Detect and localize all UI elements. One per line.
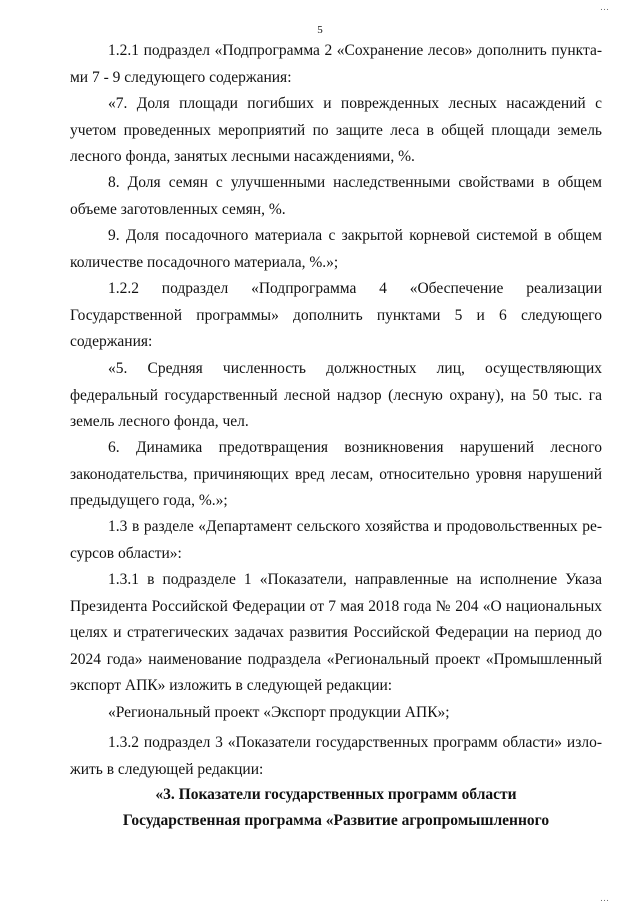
paragraph-regional-project: «Региональный проект «Экспорт продукции АПК»; <box>108 704 450 721</box>
paragraph-1-3-2: 1.3.2 подраздел 3 «Показатели государственных программ области» изложить в следующей редакции: <box>70 734 602 778</box>
program-heading: Государственная программа «Развитие агропромышленного <box>122 812 550 829</box>
paragraph-item-5: «5. Средняя численность должностных лиц, осуществляющих федеральный государственный лесной надзор (лесную охрану), на 50 тыс. га земель лесного фонда, чел. <box>70 360 602 430</box>
paragraph-1-2-2: 1.2.2 подраздел «Подпрограмма 4 «Обеспечение реализации Государственной программы» дополнить пунктами 5 и 6 следующего содержания: <box>70 280 602 350</box>
page-number: 5 <box>317 24 323 36</box>
scan-mark: … <box>600 2 609 12</box>
paragraph-1-2-1: 1.2.1 подраздел «Подпрограмма 2 «Сохранение лесов» дополнить пунктами 7 - 9 следующего содержания: <box>70 42 602 86</box>
paragraph-item-6: 6. Динамика предотвращения возникновения нарушений лесного законодательства, причиняющих вред лесам, относительно уровня нарушений предыдущего года, %.»; <box>70 439 602 509</box>
section-heading: «3. Показатели государственных программ области <box>155 786 517 803</box>
scan-mark: … <box>600 893 609 903</box>
paragraph-1-3-1: 1.3.1 в подразделе 1 «Показатели, направленные на исполнение Указа Президента Российской Федерации от 7 мая 2018 года № 204 «О национальных целях и стратегических задачах развития Российской Федерации на период до 2024 года» наименование подраздела «Региональный проект «Промышленный экспорт АПК» изложить в следующей редакции: <box>70 571 602 694</box>
paragraph-item-9: 9. Доля посадочного материала с закрытой корневой системой в общем количестве посадочного материала, %.»; <box>70 227 602 271</box>
paragraph-item-8: 8. Доля семян с улучшенными наследственными свойствами в общем объеме заготовленных семян, %. <box>70 174 602 218</box>
paragraph-1-3: 1.3 в разделе «Департамент сельского хозяйства и продовольственных ресурсов области»: <box>70 518 602 562</box>
paragraph-item-7: «7. Доля площади погибших и поврежденных лесных насаждений с учетом проведенных мероприятий по защите леса в общей площади земель лесного фонда, занятых лесными насаждениями, %. <box>70 95 602 165</box>
